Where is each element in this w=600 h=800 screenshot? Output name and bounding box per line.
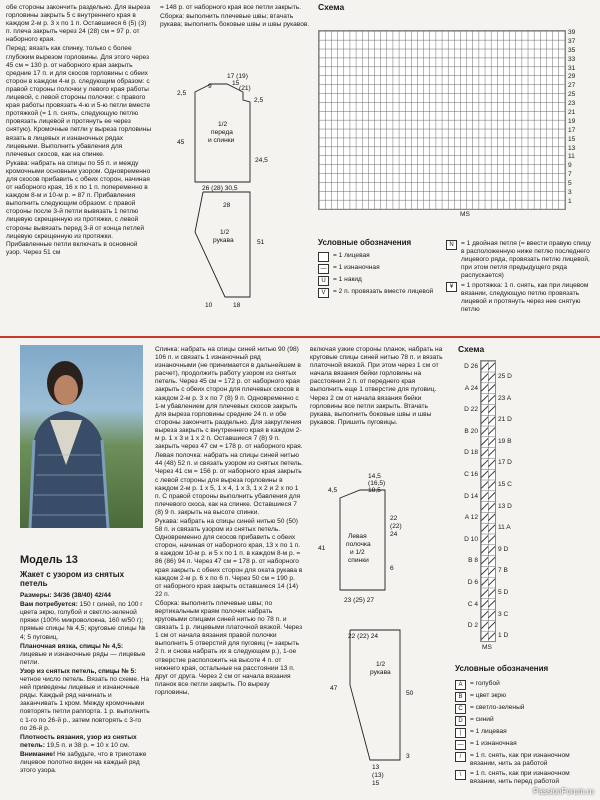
legend-item <box>455 728 595 738</box>
piece-label: полочка <box>346 541 371 548</box>
instructions-column-2 <box>155 346 303 698</box>
pattern-label: Узор из снятых петель, спицы № 5: <box>20 667 137 675</box>
dim-label: 10 <box>205 302 213 309</box>
piece-label: переда <box>211 129 233 136</box>
chart-row-number: 11 <box>568 153 575 161</box>
chart-row-number: 35 <box>568 46 576 54</box>
dim-label: 14,5 <box>368 473 381 480</box>
pattern-diagram-1 <box>175 62 295 322</box>
dim-label: 24 <box>390 531 398 538</box>
legend-text: = 1 накид <box>333 276 362 283</box>
density-text: 19,5 п. и 38 р. = 10 х 10 см. <box>46 741 130 749</box>
dim-label: 9 <box>208 83 212 90</box>
legend-item <box>446 240 594 280</box>
legend-item <box>318 288 438 298</box>
sizes: Размеры: 34/36 (38/40) 42/44 <box>20 592 111 600</box>
legend-text: = 1 п. снять, как при изнаночном вязании, нить перед работой <box>470 770 570 785</box>
chart-row-numbers <box>568 30 575 208</box>
chart-row-number: 23 A <box>498 394 512 402</box>
chart-row-number: 1 D <box>498 632 509 640</box>
paragraph: Сборка: выполнить плечевые швы; по вертикальным краям полочек набрать круговыми спицами синей нитью по 78 п. и связать 1 р. лицевыми платочной вязкой. Через 1 см от начала вязания правой полочки выполнить 5 отверстий для пуговиц (= закрыть 2 п. и снова набрать их в следующем р.), 1-ое отверстие расположить на высоте 4 п. от нижнего края, остальные на расстоянии 13 п. друг от друга. Через 2 см от начала вязания планок все петли закрыть. По вырезу горловины, <box>155 599 303 696</box>
watermark: PassionForum.ru <box>533 787 594 796</box>
legend-symbol: — <box>455 740 466 750</box>
legend-text: = светло-зеленый <box>470 704 525 711</box>
chart-row-number: 9 D <box>498 545 509 553</box>
chart-row-number: 19 <box>568 117 576 125</box>
attention <box>20 751 150 775</box>
dim-label: 51 <box>257 239 265 246</box>
section-divider <box>0 336 600 338</box>
dim-label: 13 <box>372 764 380 771</box>
model-info-column <box>20 556 150 776</box>
chart-row-number: 23 <box>568 100 576 108</box>
legend-item <box>455 716 595 726</box>
chart-row-number: 29 <box>568 73 576 81</box>
chart-row-number: C 16 <box>464 470 478 478</box>
legend-symbol: N <box>446 240 457 250</box>
dim-label: 3 <box>406 753 410 760</box>
dim-label: 6 <box>390 565 394 572</box>
chart-row-number: 25 D <box>498 373 512 380</box>
dim-label: 45 <box>177 139 185 146</box>
dim-label: 17 (19) <box>227 73 248 80</box>
legend-item <box>318 252 438 262</box>
legend-symbol: / <box>455 752 466 762</box>
dim-label: 22 <box>390 515 398 522</box>
dim-label: (22) <box>390 523 402 530</box>
paragraph: обе стороны закончить раздельно. Для выреза горловины закрыть 5 с внутреннего края в каждом 2-м р. 3 х по 1 п. Оставшиеся 6 (5) (3) п. плеча закрыть через 24 (28) см = 97 р. от наборного края. <box>6 4 151 44</box>
piece-label: и 1/2 <box>350 549 365 556</box>
legend-list <box>318 252 438 300</box>
dim-label: (13) <box>372 772 384 779</box>
chart-row-number: D 14 <box>464 492 478 500</box>
pattern-diagram-2 <box>310 470 445 795</box>
legend-symbol: A <box>455 680 466 690</box>
chart-row-number: 5 <box>568 180 572 188</box>
legend-item <box>446 282 594 314</box>
legend-text: = 1 двойная петля (= ввести правую спицу в расположенную ниже петлю последнего лицевого ряда, провязать петлю лицевой, при этом петля предыдущего ряда распускается) <box>461 240 591 279</box>
chart-row-number: B 8 <box>468 557 478 565</box>
chart-row-number: 15 <box>568 135 576 143</box>
legend-symbol: \ <box>455 770 466 780</box>
legend-symbol <box>318 252 329 262</box>
paragraph: Рукава: набрать на спицы по 55 п. и между кромочными основным узором. Одновременно для скосов прибавить с обеих сторон, начиная от наборного края, 16 х по 1 п. попеременно в каждом 8-м и 10-м р. = 87 п. Прибавления выполнить следующим образом: с правой стороны после 3-й петли вывязать 1 петлю лицевую скрещенную из протяжки, с левой стороны вывязать перед 3-й от конца петлей лицевую скрещенную из протяжки. Прибавленные петли включать в основной узор. Через 51 см <box>6 159 151 256</box>
chart-row-labels-left <box>450 356 478 637</box>
chart-row-number: 21 <box>568 109 576 117</box>
legend-text: = голубой <box>470 680 500 687</box>
scheme-title: Схема <box>458 344 485 354</box>
dim-label: 23 (25) 27 <box>344 597 375 604</box>
dim-label: 50 <box>406 690 414 697</box>
chart-row-number: D 26 <box>464 363 478 370</box>
chart-row-number: 21 D <box>498 416 512 424</box>
legend-item <box>318 264 438 274</box>
dim-label: 47 <box>330 685 338 692</box>
dim-label: 28 <box>223 202 231 209</box>
model-photo <box>20 345 143 528</box>
dim-label: 2,5 <box>254 97 264 104</box>
dim-label: 41 <box>318 545 326 552</box>
chart-row-number: 9 <box>568 162 572 170</box>
legend-text: = 2 п. провязать вместе лицевой <box>333 288 434 295</box>
legend-text: = 1 протяжка: 1 п. снять, как при лицевом вязании, следующую петлю провязать лицевой и протянуть через нее снятую петлю <box>461 282 589 313</box>
legend-item <box>455 680 595 690</box>
piece-label: рукава <box>370 669 391 676</box>
legend-item <box>455 692 595 702</box>
legend-list-right <box>446 240 594 316</box>
chart-row-number: 13 D <box>498 502 512 510</box>
density <box>20 734 150 750</box>
legend-text: = 1 лицевая <box>333 252 370 259</box>
paragraph: Сборка: выполнить плечевые швы; втачать рукава; выполнить боковые швы и швы рукавов. <box>160 13 310 29</box>
instructions-column-1-top <box>6 4 152 258</box>
legend-symbol: | <box>455 728 466 738</box>
needs-label: Вам потребуется: <box>20 601 78 609</box>
piece-label: 1/2 <box>220 229 230 236</box>
legend-symbol: B <box>455 692 466 702</box>
chart-row-number: 17 <box>568 126 576 134</box>
knitting-chart-2 <box>480 360 496 642</box>
chart-row-number: D 22 <box>464 406 478 414</box>
paragraph: Рукава: набрать на спицы синей нитью 50 (50) 58 п. и связать узором из снятых петель. Одновременно для скосов прибавить с обеих сторон, начиная от наборного края, 13 х по 1 п. в каждом 10-м р. и 5 х по 1 п. в каждом 8-м р. = 86 (86) 94 п. Через 47 см = 178 р. от наборного края закрыть с обеих сторон для окатa рукава в каждом 2-м р. 6 х по 6 п. Через 50 см = 190 р. от наборного края закрыть оставшиеся 14 (14) 22 п. <box>155 517 303 598</box>
legend-item <box>455 770 595 786</box>
legend-text: = 1 п. снять, как при изнаночном вязании, нить за работой <box>470 752 570 767</box>
dim-label: 2,5 <box>177 90 187 97</box>
chart-row-number: 25 <box>568 91 576 99</box>
legend-list <box>455 680 595 788</box>
chart-row-number: D 2 <box>467 622 478 630</box>
woman-figure-illustration <box>20 345 143 528</box>
piece-label: и спинки <box>208 137 235 144</box>
chart-row-number: 19 B <box>498 437 512 445</box>
chart-row-number: A 24 <box>464 384 478 392</box>
plank-label: Планочная вязка, спицы № 4,5: <box>20 642 124 650</box>
chart-row-number: 5 D <box>498 588 509 596</box>
legend-symbol: ¥ <box>446 282 457 292</box>
piece-label: рукава <box>213 237 234 244</box>
model-title: Модель 13 <box>20 554 78 566</box>
density-label: Плотность вязания, узор из снятых петель: <box>20 733 137 749</box>
chart-ms-label: MS <box>482 644 492 651</box>
dim-label: 18 <box>233 302 241 309</box>
chart-row-number: 7 B <box>498 567 508 575</box>
legend-text: = цвет экрю <box>470 692 507 699</box>
legend-symbol: D <box>455 716 466 726</box>
legend-text: = 1 изнаночная <box>470 740 517 747</box>
chart-row-number: 7 <box>568 171 572 179</box>
chart-row-labels-right <box>498 366 512 647</box>
piece-label: Левая <box>348 533 367 540</box>
legend-symbol: C <box>455 704 466 714</box>
chart-row-number: 31 <box>568 64 576 72</box>
chart-row-number: 13 <box>568 144 576 152</box>
dim-label: 15 <box>372 780 380 787</box>
model-subtitle: Жакет с узором из снятых петель <box>20 570 125 589</box>
dim-label: 22 (22) 24 <box>348 633 379 640</box>
knitting-chart-1 <box>318 30 566 210</box>
chart-row-number: C 4 <box>467 600 478 608</box>
scheme-title: Схема <box>318 2 345 12</box>
legend-item <box>455 740 595 750</box>
piece-label: 1/2 <box>218 121 228 128</box>
instructions-column-2-top <box>160 4 310 30</box>
attention-label: Внимание! <box>20 750 56 758</box>
pattern <box>20 668 150 733</box>
chart-row-number: 1 <box>568 197 572 205</box>
chart-row-number: 3 C <box>498 610 509 618</box>
paragraph: включая узкие стороны планок, набрать на круговые спицы синей нитью 78 п. и вязать платочной вязкой. При этом через 1 см от начала вязания бейки горловины на расстоянии 2 п. от переднего края выполнить еще 1 отверстие для пуговиц. Через 2 см от начала вязания бейки горловины все петли закрыть. Втачать рукава, выполнить боковые швы и швы рукавов. Пришить пуговицы. <box>310 346 443 426</box>
legend-symbol: V <box>318 288 329 298</box>
needs <box>20 601 150 641</box>
chart-row-number: 27 <box>568 82 576 90</box>
dim-label: (16,5) <box>368 480 386 487</box>
legend-title: Условные обозначения <box>318 238 412 247</box>
instructions-column-3 <box>310 346 445 428</box>
plank-text: лицевые и изнаночные ряды — лицевые петли. <box>20 650 146 666</box>
legend-title: Условные обозначения <box>455 664 549 673</box>
paragraph: Спинка: набрать на спицы синей нитью 90 (98) 106 п. и связать 1 изнаночный ряд изнаночными (не принимается в дальнейшем в расчет), продолжить работу узором из снятых петель. Через 45 см = 172 р. от наборного края закрыть с обеих сторон для плечевых скосов в каждом 2-м р. 3 х по 7 (8) 9 п. Одновременно с 1-м убавлением для плечевых скосов закрыть для выреза горловины средние 24 п. и обе стороны закончить раздельно. Для закругления выреза закрыть с внутреннего края в каждом 2-м р. 1 х 3 и 1 х 2 п. Оставшиеся 7 (8) 9 п. закрыть через 47 см = 178 р. от наборного края. <box>155 346 303 451</box>
paragraph: Перед: вязать как спинку, только с более глубоким вырезом горловины. Для этого через 45 см = 130 р. от наборного края закрыть средние 17 п. и для скосов горловины с обеих сторон в каждом 4-м р. следующим образом: с правой стороны полочки у левого края работы лицевой, с левой стороны полочки: с правого края работы провязать 4-ю и 5-ю петли вместе протяжкой (= 1 п. снять, следующую петлю провязать лицевой и протянуть ее через снятую). Кромочные петли у выреза горловины вязать в лицевых и изнаночных рядах лицевыми. Выполнить убавления для плечевых скосов, как на спинке. <box>6 45 152 158</box>
paragraph: Левая полочка: набрать на спицы синей нитью 44 (48) 52 п. и связать узором из снятых петель. Через 41 см = 156 р. от наборного края закрыть с левой стороны для выреза горловины в каждом 2-м р. 1 х 5, 1 х 4, 1 х 3, 1 х 2 и 2 х по 1 п. С правой стороны выполнить убавления для плечевого скоса, как на спинке. Оставшиеся 7 (8) 9 п. закрыть на высоте спинки. <box>155 452 303 516</box>
chart-row-number: B 20 <box>464 427 478 435</box>
legend-text: = 1 лицевая <box>470 728 507 735</box>
legend-text: = синий <box>470 716 494 723</box>
chart-row-number: 37 <box>568 37 576 45</box>
legend-symbol: U <box>318 276 329 286</box>
chart-ms-label: MS <box>460 211 470 218</box>
piece-label: 1/2 <box>376 661 386 668</box>
legend-item <box>455 752 595 768</box>
dim-label: (21) <box>239 85 251 92</box>
dim-label: 26 (28) 30,5 <box>202 185 238 192</box>
legend-symbol: — <box>318 264 329 274</box>
needs-text: 150 г синей, по 100 г цвета экрю, голубой и светло-зеленой пряжи (100% микроволокна, 160 м/50 г); прямые спицы № 4,5; круговые спицы № 4; 5 пуговиц. <box>20 601 146 641</box>
chart-row-number: 39 <box>568 29 576 36</box>
attention-text: Не забудьте, что в трикотаже лицевое полотно виден на каждый ряд этого узора. <box>20 750 147 775</box>
paragraph: = 148 р. от наборного края все петли закрыть. <box>160 4 302 11</box>
dim-label: 24,5 <box>255 157 268 164</box>
chart-row-number: D 6 <box>467 578 478 586</box>
chart-row-number: D 10 <box>464 535 478 543</box>
legend-item <box>455 704 595 714</box>
plank <box>20 643 150 667</box>
chart-row-number: 15 C <box>498 480 512 488</box>
legend-text: = 1 изнаночная <box>333 264 380 271</box>
dim-label: 18,5 <box>368 487 381 494</box>
dim-label: 4,5 <box>328 487 338 494</box>
chart-row-number: 17 D <box>498 459 512 467</box>
chart-row-number: 11 A <box>498 524 511 532</box>
chart-row-number: 3 <box>568 189 572 197</box>
legend-item <box>318 276 438 286</box>
chart-row-number: 33 <box>568 55 576 63</box>
chart-row-number: A 12 <box>464 514 478 522</box>
pattern-text: четное число петель. Вязать по схеме. На ней приведены лицевые и изнаночные ряды. Каждый ряд начинать и заканчивать 1 кром. Между кромочными повторять петли раппорта. 1 р. выполнить с 1-го по 26-й р., затем повторять с 3-го по 26-й р. <box>20 676 150 732</box>
piece-label: спинки <box>348 557 369 564</box>
chart-row-number: D 18 <box>464 449 478 457</box>
dim-label: 15 <box>232 80 240 87</box>
